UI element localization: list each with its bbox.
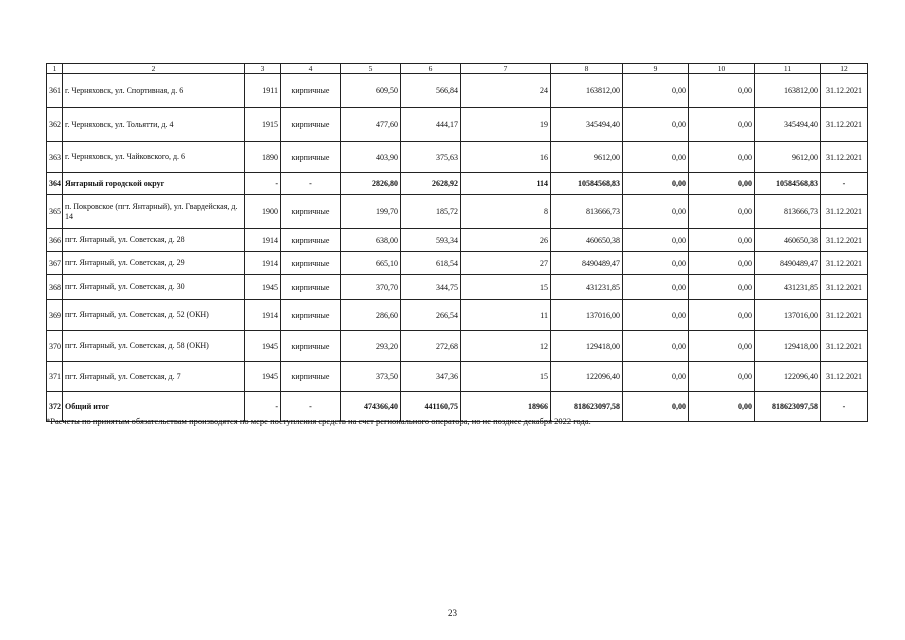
- residents-cell: 26: [461, 229, 551, 252]
- header-cell: 2: [63, 64, 245, 74]
- cost-total-cell: 163812,00: [551, 74, 623, 108]
- header-cell: 4: [281, 64, 341, 74]
- material-cell: -: [281, 392, 341, 422]
- cost-total-cell: 345494,40: [551, 108, 623, 142]
- cost-budget-cell: 0,00: [689, 300, 755, 331]
- year-cell: -: [245, 392, 281, 422]
- cost-fund-cell: 0,00: [623, 362, 689, 392]
- address-cell: пгт. Янтарный, ул. Советская, д. 29: [63, 252, 245, 275]
- cost-fund-cell: 0,00: [623, 195, 689, 229]
- header-cell: 10: [689, 64, 755, 74]
- area-total-cell: 373,50: [341, 362, 401, 392]
- cost-owner-cell: 345494,40: [755, 108, 821, 142]
- area-living-cell: 444,17: [401, 108, 461, 142]
- cost-owner-cell: 137016,00: [755, 300, 821, 331]
- year-cell: 1914: [245, 229, 281, 252]
- header-cell: 8: [551, 64, 623, 74]
- cost-budget-cell: 0,00: [689, 195, 755, 229]
- year-cell: 1945: [245, 362, 281, 392]
- material-cell: кирпичные: [281, 362, 341, 392]
- cost-fund-cell: 0,00: [623, 300, 689, 331]
- material-cell: кирпичные: [281, 331, 341, 362]
- row-number-cell: 364: [47, 173, 63, 195]
- row-number-cell: 365: [47, 195, 63, 229]
- header-cell: 3: [245, 64, 281, 74]
- cost-fund-cell: 0,00: [623, 275, 689, 300]
- cost-budget-cell: 0,00: [689, 275, 755, 300]
- cost-fund-cell: 0,00: [623, 331, 689, 362]
- area-total-cell: 286,60: [341, 300, 401, 331]
- area-living-cell: 344,75: [401, 275, 461, 300]
- cost-budget-cell: 0,00: [689, 229, 755, 252]
- table-row: [47, 300, 868, 331]
- material-cell: кирпичные: [281, 252, 341, 275]
- area-living-cell: 272,68: [401, 331, 461, 362]
- table-row: [47, 275, 868, 300]
- deadline-cell: -: [821, 173, 868, 195]
- cost-owner-cell: 818623097,58: [755, 392, 821, 422]
- address-cell: г. Черняховск, ул. Тольятти, д. 4: [63, 108, 245, 142]
- cost-budget-cell: 0,00: [689, 173, 755, 195]
- address-cell: пгт. Янтарный, ул. Советская, д. 7: [63, 362, 245, 392]
- residents-cell: 18966: [461, 392, 551, 422]
- table-row: [47, 195, 868, 229]
- column-number-header: [47, 64, 868, 74]
- header-cell: 9: [623, 64, 689, 74]
- row-number-cell: 368: [47, 275, 63, 300]
- footnote: *Расчеты по принятым обязательствам производятся по мере поступления средств на счет регионального оператора, но не позднее декабря 2022 года.: [46, 416, 591, 426]
- area-total-cell: 199,70: [341, 195, 401, 229]
- address-cell: пгт. Янтарный, ул. Советская, д. 52 (ОКН): [63, 300, 245, 331]
- cost-fund-cell: 0,00: [623, 173, 689, 195]
- year-cell: 1890: [245, 142, 281, 173]
- row-number-cell: 363: [47, 142, 63, 173]
- year-cell: 1915: [245, 108, 281, 142]
- cost-owner-cell: 460650,38: [755, 229, 821, 252]
- area-living-cell: 347,36: [401, 362, 461, 392]
- row-number-cell: 371: [47, 362, 63, 392]
- cost-total-cell: 129418,00: [551, 331, 623, 362]
- cost-total-cell: 818623097,58: [551, 392, 623, 422]
- material-cell: кирпичные: [281, 74, 341, 108]
- year-cell: 1914: [245, 252, 281, 275]
- table-row: [47, 108, 868, 142]
- cost-owner-cell: 10584568,83: [755, 173, 821, 195]
- residents-cell: 12: [461, 331, 551, 362]
- address-cell: пгт. Янтарный, ул. Советская, д. 58 (ОКН): [63, 331, 245, 362]
- cost-total-cell: 122096,40: [551, 362, 623, 392]
- header-cell: 5: [341, 64, 401, 74]
- cost-owner-cell: 431231,85: [755, 275, 821, 300]
- address-cell: пгт. Янтарный, ул. Советская, д. 30: [63, 275, 245, 300]
- year-cell: -: [245, 173, 281, 195]
- row-number-cell: 366: [47, 229, 63, 252]
- address-cell: г. Черняховск, ул. Спортивная, д. 6: [63, 74, 245, 108]
- cost-owner-cell: 9612,00: [755, 142, 821, 173]
- area-total-cell: 477,60: [341, 108, 401, 142]
- cost-total-cell: 431231,85: [551, 275, 623, 300]
- area-living-cell: 266,54: [401, 300, 461, 331]
- row-number-cell: 367: [47, 252, 63, 275]
- deadline-cell: 31.12.2021: [821, 362, 868, 392]
- table-row: [47, 362, 868, 392]
- row-number-cell: 362: [47, 108, 63, 142]
- residents-cell: 15: [461, 362, 551, 392]
- residents-cell: 27: [461, 252, 551, 275]
- row-number-cell: 369: [47, 300, 63, 331]
- cost-budget-cell: 0,00: [689, 392, 755, 422]
- address-cell: пгт. Янтарный, ул. Советская, д. 28: [63, 229, 245, 252]
- material-cell: кирпичные: [281, 195, 341, 229]
- deadline-cell: 31.12.2021: [821, 74, 868, 108]
- cost-budget-cell: 0,00: [689, 252, 755, 275]
- area-total-cell: 609,50: [341, 74, 401, 108]
- data-table: [46, 63, 868, 422]
- material-cell: кирпичные: [281, 142, 341, 173]
- cost-total-cell: 813666,73: [551, 195, 623, 229]
- cost-owner-cell: 163812,00: [755, 74, 821, 108]
- deadline-cell: 31.12.2021: [821, 331, 868, 362]
- address-cell: Общий итог: [63, 392, 245, 422]
- cost-total-cell: 460650,38: [551, 229, 623, 252]
- residents-cell: 8: [461, 195, 551, 229]
- residents-cell: 19: [461, 108, 551, 142]
- address-cell: г. Черняховск, ул. Чайковского, д. 6: [63, 142, 245, 173]
- cost-fund-cell: 0,00: [623, 108, 689, 142]
- area-total-cell: 293,20: [341, 331, 401, 362]
- row-number-cell: 370: [47, 331, 63, 362]
- year-cell: 1900: [245, 195, 281, 229]
- table-row: [47, 229, 868, 252]
- material-cell: кирпичные: [281, 300, 341, 331]
- cost-budget-cell: 0,00: [689, 108, 755, 142]
- header-cell: 1: [47, 64, 63, 74]
- cost-total-cell: 137016,00: [551, 300, 623, 331]
- cost-fund-cell: 0,00: [623, 142, 689, 173]
- area-total-cell: 638,00: [341, 229, 401, 252]
- year-cell: 1911: [245, 74, 281, 108]
- deadline-cell: 31.12.2021: [821, 229, 868, 252]
- header-cell: 11: [755, 64, 821, 74]
- material-cell: кирпичные: [281, 108, 341, 142]
- material-cell: кирпичные: [281, 275, 341, 300]
- cost-total-cell: 8490489,47: [551, 252, 623, 275]
- cost-budget-cell: 0,00: [689, 331, 755, 362]
- cost-fund-cell: 0,00: [623, 229, 689, 252]
- table-row: [47, 74, 868, 108]
- table-row: [47, 331, 868, 362]
- area-living-cell: 593,34: [401, 229, 461, 252]
- cost-owner-cell: 813666,73: [755, 195, 821, 229]
- page-number: 23: [448, 608, 457, 618]
- area-living-cell: 375,63: [401, 142, 461, 173]
- area-total-cell: 403,90: [341, 142, 401, 173]
- cost-fund-cell: 0,00: [623, 252, 689, 275]
- cost-fund-cell: 0,00: [623, 392, 689, 422]
- area-total-cell: 474366,40: [341, 392, 401, 422]
- header-cell: 6: [401, 64, 461, 74]
- deadline-cell: 31.12.2021: [821, 252, 868, 275]
- address-cell: Янтарный городской округ: [63, 173, 245, 195]
- area-living-cell: 2628,92: [401, 173, 461, 195]
- table-row: [47, 142, 868, 173]
- header-cell: 7: [461, 64, 551, 74]
- deadline-cell: 31.12.2021: [821, 195, 868, 229]
- area-living-cell: 441160,75: [401, 392, 461, 422]
- table-row: [47, 173, 868, 195]
- table-row: [47, 252, 868, 275]
- residents-cell: 15: [461, 275, 551, 300]
- year-cell: 1945: [245, 331, 281, 362]
- area-total-cell: 665,10: [341, 252, 401, 275]
- cost-budget-cell: 0,00: [689, 362, 755, 392]
- cost-budget-cell: 0,00: [689, 74, 755, 108]
- header-cell: 12: [821, 64, 868, 74]
- cost-owner-cell: 8490489,47: [755, 252, 821, 275]
- cost-fund-cell: 0,00: [623, 74, 689, 108]
- row-number-cell: 372: [47, 392, 63, 422]
- cost-owner-cell: 129418,00: [755, 331, 821, 362]
- area-living-cell: 566,84: [401, 74, 461, 108]
- residents-cell: 114: [461, 173, 551, 195]
- cost-total-cell: 10584568,83: [551, 173, 623, 195]
- area-total-cell: 370,70: [341, 275, 401, 300]
- year-cell: 1945: [245, 275, 281, 300]
- cost-owner-cell: 122096,40: [755, 362, 821, 392]
- deadline-cell: 31.12.2021: [821, 142, 868, 173]
- residents-cell: 24: [461, 74, 551, 108]
- area-total-cell: 2826,80: [341, 173, 401, 195]
- deadline-cell: 31.12.2021: [821, 300, 868, 331]
- row-number-cell: 361: [47, 74, 63, 108]
- area-living-cell: 185,72: [401, 195, 461, 229]
- deadline-cell: 31.12.2021: [821, 275, 868, 300]
- cost-budget-cell: 0,00: [689, 142, 755, 173]
- deadline-cell: -: [821, 392, 868, 422]
- cost-total-cell: 9612,00: [551, 142, 623, 173]
- address-cell: п. Покровское (пгт. Янтарный), ул. Гвардейская, д. 14: [63, 195, 245, 229]
- residents-cell: 16: [461, 142, 551, 173]
- area-living-cell: 618,54: [401, 252, 461, 275]
- residents-cell: 11: [461, 300, 551, 331]
- deadline-cell: 31.12.2021: [821, 108, 868, 142]
- year-cell: 1914: [245, 300, 281, 331]
- material-cell: кирпичные: [281, 229, 341, 252]
- material-cell: -: [281, 173, 341, 195]
